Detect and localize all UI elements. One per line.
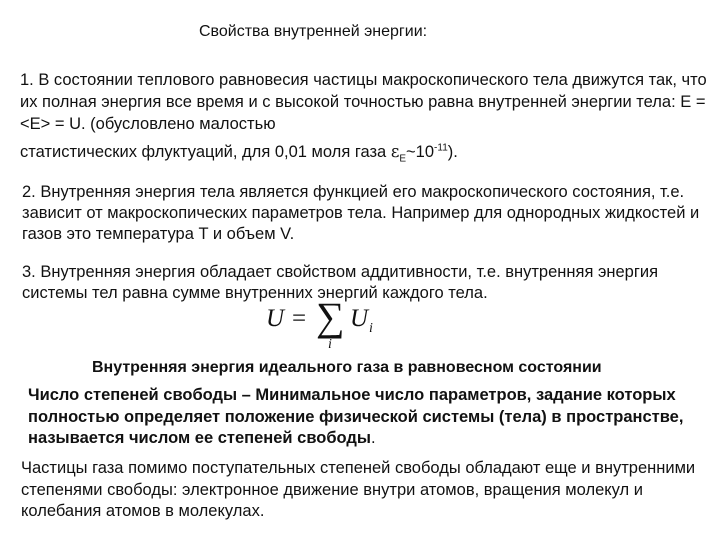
- property-3-paragraph: 3. Внутренняя энергия обладает свойством аддитивности, т.е. внутренняя энергия системы тел равна сумме внутренних энергий каждого тела.: [22, 263, 659, 302]
- formula-term-subscript: i: [369, 321, 373, 336]
- summation-sign: ∑: [316, 294, 345, 339]
- formula-lhs: U: [266, 305, 285, 332]
- formula-term: U: [350, 305, 369, 332]
- definition-tail: .: [370, 429, 376, 447]
- property-1-last-line: [20, 141, 710, 163]
- slide-title: Свойства внутренней энергии:: [199, 23, 428, 40]
- approx-value: ~10: [406, 143, 435, 161]
- exponent: -11: [434, 142, 448, 154]
- definition-text: Число степеней свободы – Минимальное число параметров, задание которых полностью определяет положение физической системы (тела) в пространстве, называется числом ее степеней свободы: [28, 386, 684, 447]
- internal-degrees-paragraph: Частицы газа помимо поступательных степеней свободы обладают еще и внутренними степенями свободы: электронное движение внутри атомов, вращения молекул и колебания атомов в молекулах.: [21, 459, 696, 520]
- property-1-tail: ).: [447, 143, 458, 161]
- property-2-paragraph: 2. Внутренняя энергия тела является функцией его макроскопического состояния, т.е. зависит от макроскопических параметров тела. Например для однородных жидкостей и газов это температура T и объем V.: [22, 183, 700, 243]
- formula-equals: =: [292, 305, 307, 332]
- property-1-line2-text: статистических флуктуаций, для 0,01 моля газа: [20, 143, 391, 161]
- degrees-of-freedom-definition: [28, 385, 708, 450]
- property-1-paragraph: [20, 69, 710, 163]
- epsilon-symbol: ε: [390, 142, 400, 161]
- additivity-formula: [262, 296, 382, 356]
- summation-index: i: [328, 337, 332, 352]
- epsilon-subscript: E: [399, 153, 407, 165]
- property-1-text: 1. В состоянии теплового равновесия частицы макроскопического тела движутся так, что их полная энергия все время и с высокой точностью равна внутренней энергии тела: E = <E> = U. (обусловлено малостью: [20, 71, 707, 133]
- section-heading: Внутренняя энергия идеального газа в равновесном состоянии: [92, 359, 602, 376]
